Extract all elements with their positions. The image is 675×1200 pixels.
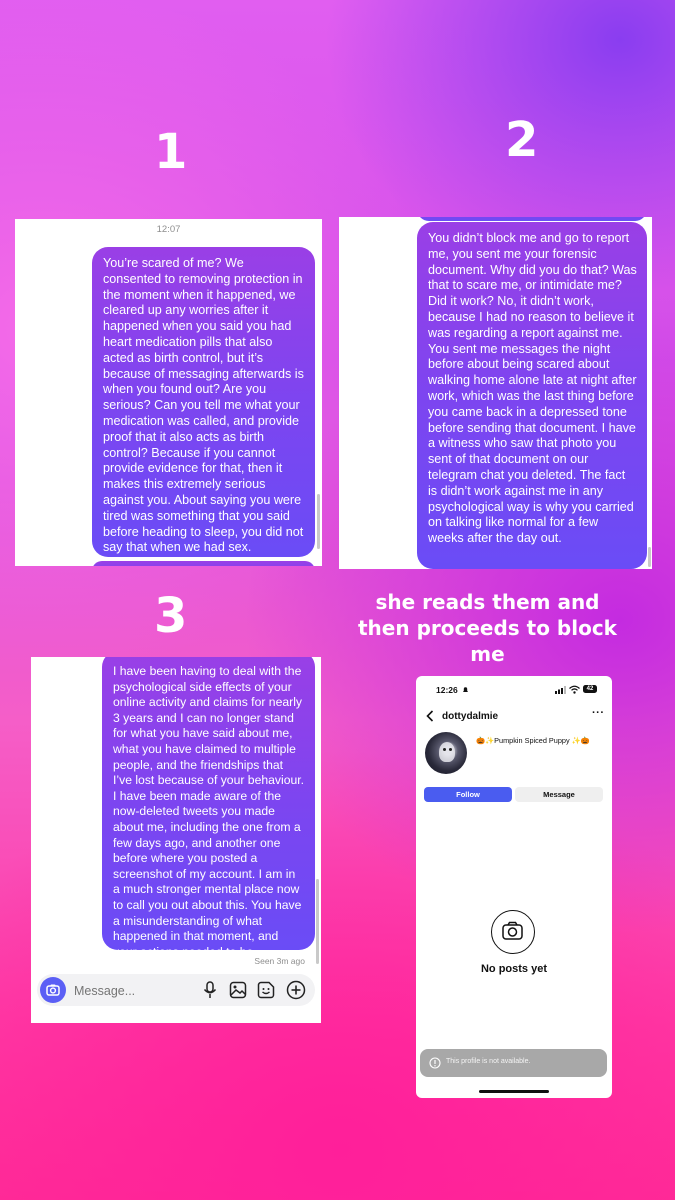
screenshot-panel-3: [31, 657, 321, 1023]
panel-number-1: 1: [154, 124, 188, 180]
sent-message-bubble[interactable]: I have been having to deal with the psychological side effects of your online activity and claims for nearly 3 years and I can no longer stand for what you have said about me, what you have claimed to multiple people, and the friendships that I’ve lost because of your behaviour. I have been made aware of the now-deleted tweets you made about me, including the one from a few days ago, and another one before where you posted a screenshot of my account. I am in a much stronger mental place now to call you out about this. You have a misunderstanding of what happened in that moment, and your actions needed to be addressed.: [102, 657, 315, 950]
sent-message-bubble[interactable]: You’re scared of me? We consented to removing protection in the moment when it happened, we cleared up any worries after it happened when you said you had heart medication pills that also acted as birth control, but it’s because of messaging afterwards is when you found out? Are you serious? Can you tell me what your medication was called, and provide proof that it also acts as birth control? Because if you cannot provide evidence for that, then it makes this extremely serious against you. About saying you were tired was something that you said before heading to sleep, you did not say that when we had sex.: [92, 247, 315, 557]
battery-icon: [583, 685, 597, 693]
camera-circle-icon: [491, 910, 535, 954]
back-chevron-icon[interactable]: [426, 710, 434, 722]
sticker-icon[interactable]: [257, 981, 275, 999]
profile-screenshot: [416, 676, 612, 1098]
battery-level: 42: [586, 686, 594, 692]
silent-bell-icon: [462, 686, 469, 694]
sent-message-bubble[interactable]: You didn’t block me and go to report me, you sent me your forensic document. Why did you do that? Was that to scare me, or intimidate me? Did it work? No, it didn’t work, because I had no reason to believe it was regarding a report against me. You sent me messages the night before about being scared about walking home alone late at night after work, which was the last thing before you came back in a depressed tone before sending that document. I have a witness who saw that photo you sent of that document on our telegram chat you deleted. The fact is didn’t work against me in any psychological way is why you carried on talking like normal for a few weeks after the day out.: [417, 222, 647, 569]
more-options-icon[interactable]: ···: [592, 707, 605, 719]
scrollbar[interactable]: [316, 879, 319, 964]
wifi-icon: [569, 685, 580, 694]
add-icon[interactable]: [286, 980, 306, 1000]
panel-caption: she reads them and then proceeds to block me: [358, 590, 617, 666]
message-timestamp: 12:07: [156, 224, 181, 235]
follow-button[interactable]: Follow: [424, 787, 512, 802]
home-indicator: [479, 1090, 549, 1093]
unavailable-toast: [420, 1049, 607, 1077]
scrollbar[interactable]: [317, 494, 320, 549]
screenshot-panel-1: [15, 219, 322, 566]
panel-number-2: 2: [505, 112, 539, 168]
microphone-icon[interactable]: [203, 981, 217, 999]
message-composer[interactable]: [37, 974, 315, 1006]
next-message-bubble-edge: [92, 561, 315, 566]
info-icon: [429, 1057, 441, 1069]
scrollbar[interactable]: [648, 547, 651, 567]
gallery-icon[interactable]: [229, 981, 247, 999]
profile-username: dottydalmie: [442, 711, 499, 722]
empty-state-title: No posts yet: [480, 963, 547, 975]
avatar: [425, 732, 467, 774]
screenshot-panel-2: [339, 217, 652, 569]
camera-icon: [492, 911, 533, 952]
signal-icon: [555, 686, 566, 694]
camera-icon: [40, 977, 66, 1003]
panel-number-3: 3: [154, 588, 188, 644]
message-input[interactable]: [72, 981, 186, 1001]
previous-message-bubble-edge: [417, 217, 647, 221]
status-time: 12:26: [436, 685, 458, 695]
seen-status: Seen 3m ago: [254, 956, 305, 966]
profile-bio: 🎃✨Pumpkin Spiced Puppy ✨🎃: [476, 736, 590, 745]
message-button[interactable]: Message: [515, 787, 603, 802]
toast-text: This profile is not available.: [446, 1058, 531, 1065]
camera-button[interactable]: [40, 977, 66, 1003]
